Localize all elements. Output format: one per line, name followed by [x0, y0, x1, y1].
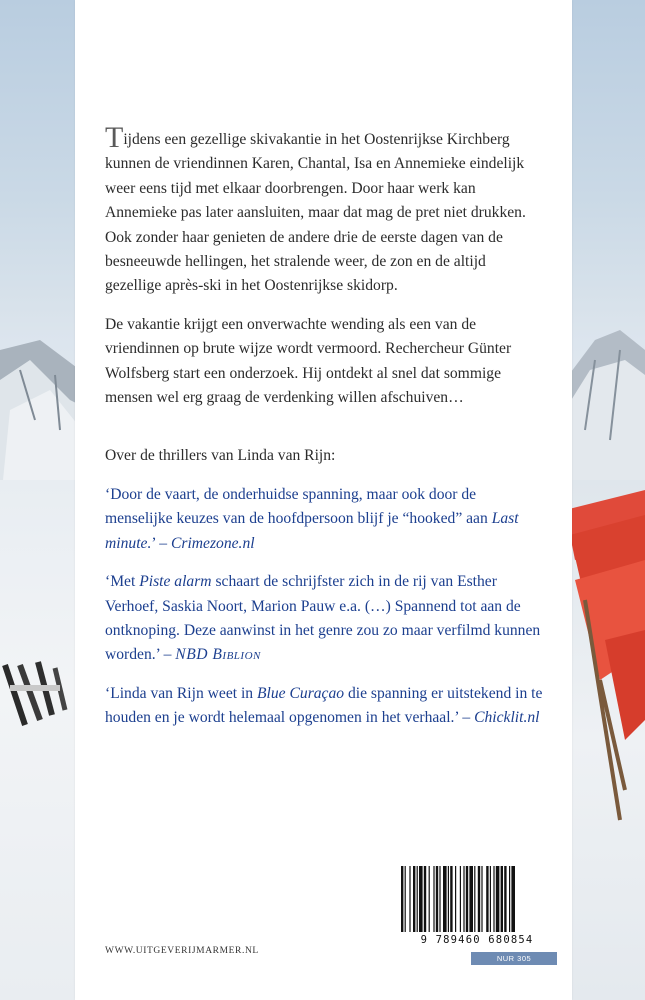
barcode-bar — [481, 866, 482, 932]
barcode-bar — [443, 866, 447, 932]
barcode-bar — [463, 866, 464, 932]
barcode-bar — [409, 866, 410, 932]
barcode-bar — [493, 866, 494, 932]
quote-3-source: Chicklit.nl — [474, 709, 540, 727]
blurb-paragraph-1-text: ijdens een gezellige skivakantie in het Oostenrijkse Kirchberg kunnen de vriendinnen Karen, Chantal, Isa en Annemieke eindelijk weer eens tijd met elkaar doorbrengen. Door haar werk kan Annemieke pas later aansluiten, maar dat mag de pret niet drukken. Ook zonder haar genieten de andere drie de eerste dagen van de besneeuwde hellingen, het stralende weer, de zon en de altijd gezellige après-ski in het Oostenrijkse skidorp. — [105, 131, 526, 295]
quote-3-text-b: die spanning er uitstekend in te houden en je wordt helemaal opgenomen in het verhaal.’ – — [105, 684, 543, 727]
barcode-bars — [397, 864, 557, 934]
barcode-bar — [469, 866, 473, 932]
barcode-bar — [417, 866, 418, 932]
quote-3-title: Blue Curaçao — [257, 684, 345, 702]
back-cover-text — [105, 121, 545, 745]
barcode-bar — [496, 866, 500, 932]
barcode-bar — [466, 866, 468, 932]
barcode-bar — [419, 866, 423, 932]
quote-2-source: NBD Biblion — [175, 646, 261, 664]
barcode-bar — [486, 866, 488, 932]
barcode-bar — [504, 866, 506, 932]
isbn-number: 9 789460 680854 — [420, 934, 534, 946]
publisher-website[interactable]: WWW.UITGEVERIJMARMER.NL — [105, 946, 259, 956]
reviews-intro: Over de thrillers van Linda van Rijn: — [105, 447, 336, 465]
blurb-paragraph-1 — [105, 121, 545, 299]
barcode-bar — [429, 866, 430, 932]
barcode-bar — [501, 866, 503, 932]
drop-cap: T — [105, 121, 124, 154]
barcode-bar — [490, 866, 491, 932]
barcode-bar — [401, 866, 403, 932]
quote-1-source: Crimezone.nl — [170, 534, 255, 552]
barcode-bar — [413, 866, 415, 932]
review-quote-1 — [105, 483, 545, 556]
quote-1-title: Last minute. — [105, 510, 519, 552]
quote-3-text-a: ‘Linda van Rijn weet in — [105, 684, 258, 702]
barcode-bar — [509, 866, 510, 932]
quote-2-text-b: schaart de schrijfster zich in de rij van Esther Verhoef, Saskia Noort, Marion Pauw e.a. (…) Spannend tot aan de ontknoping. Deze aanwinst in het genre zou zo maar verfilmd kunnen worden.’ – — [105, 573, 541, 664]
nur-label: NUR 305 — [471, 952, 557, 965]
quote-1-text-b: ’ – — [151, 534, 171, 552]
quote-2-text-a: ‘Met — [105, 573, 140, 591]
barcode-bar — [474, 866, 475, 932]
barcode-bar — [439, 866, 440, 932]
barcode-bar — [450, 866, 452, 932]
skis-image — [0, 660, 80, 730]
barcode-bar — [511, 866, 515, 932]
quote-2-title: Piste alarm — [139, 573, 212, 591]
barcode-bar — [455, 866, 456, 932]
barcode-bar — [424, 866, 426, 932]
barcode — [397, 864, 557, 969]
review-quote-3 — [105, 682, 545, 731]
text-panel — [75, 0, 572, 1000]
review-quote-2 — [105, 570, 545, 668]
barcode-bar — [460, 866, 461, 932]
red-deck-chairs-image — [565, 490, 645, 850]
barcode-bar — [405, 866, 406, 932]
quote-1-text-a: ‘Door de vaart, de onderhuidse spanning, maar ook door de menselijke keuzes van de hoofdpersoon blijf je “hooked” aan — [105, 485, 492, 528]
barcode-bar — [478, 866, 480, 932]
blurb-paragraph-2: De vakantie krijgt een onverwachte wending als een van de vriendinnen op brute wijze wordt vermoord. Rechercheur Günter Wolfsberg start een onderzoek. Hij ontdekt al snel dat sommige mensen wel erg graag de verdenking willen afschuiven… — [105, 315, 512, 407]
barcode-bar — [448, 866, 449, 932]
barcode-bar — [433, 866, 434, 932]
barcode-bar — [436, 866, 438, 932]
